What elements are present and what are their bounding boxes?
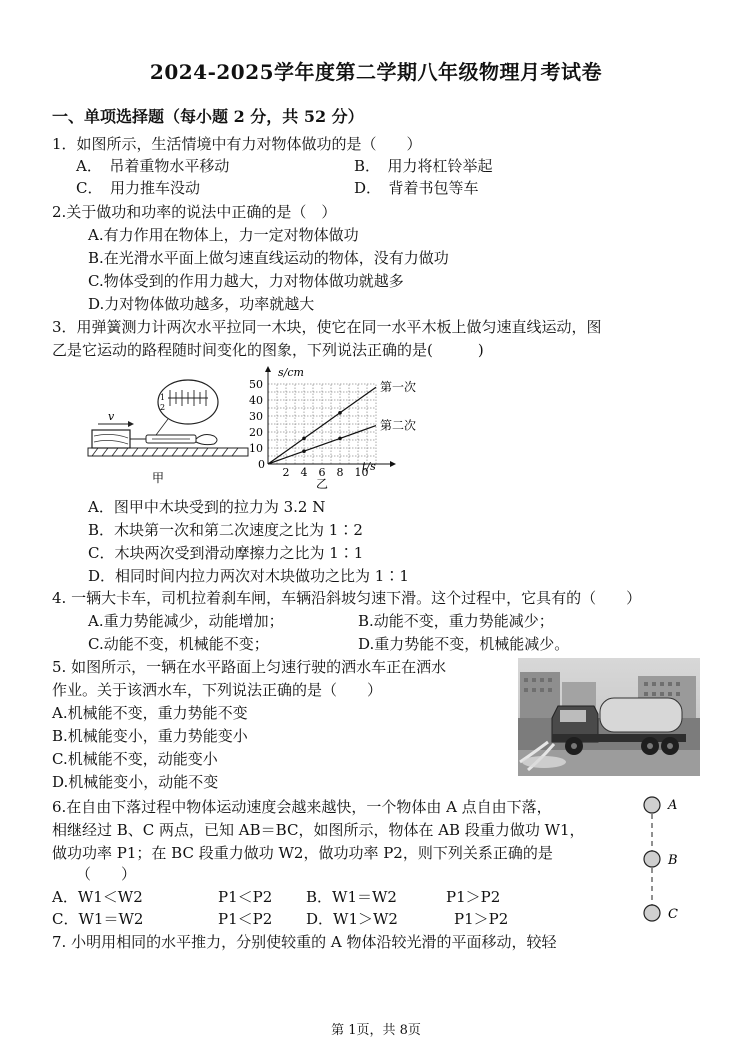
svg-text:1: 1: [160, 393, 166, 402]
chart-x-tick-label: 2: [282, 466, 290, 479]
q4-option-c: C.动能不变，机械能不变；: [88, 635, 269, 653]
point-c-ball: [644, 905, 660, 921]
q3-figure-jia: [86, 376, 256, 486]
q6-stem-line4: （ ）: [76, 865, 137, 883]
point-a-label: A: [668, 798, 678, 813]
q6-falling-points-figure: [638, 792, 698, 926]
sprinkler-truck-photo: [518, 658, 700, 776]
q4-option-d: D.重力势能不变，机械能减少。: [358, 635, 570, 653]
q6-option-c-p: P1＜P2: [218, 910, 273, 928]
chart-point: [338, 411, 342, 415]
point-b-ball: [644, 851, 660, 867]
chart-x-axis-arrow: [390, 461, 396, 467]
q5-stem-line2: 作业。关于该洒水车，下列说法正确的是（ ）: [52, 681, 383, 699]
q6-option-d-w: D．W1＞W2: [306, 910, 398, 928]
q3-option-d: D．相同时间内拉力两次对木块做功之比为 1∶1: [88, 567, 409, 585]
q6-stem-line3: 做功功率 P1；在 BC 段重力做功 W2，做功功率 P2，则下列关系正确的是: [52, 844, 553, 862]
page-footer: 第 1页，共 8页: [331, 1023, 421, 1038]
q3-figure-yi-chart: [244, 364, 434, 494]
q1-option-a: A． 吊着重物水平移动: [76, 157, 230, 175]
chart-point: [302, 449, 306, 453]
q3-option-a: A．图甲中木块受到的拉力为 3.2 N: [88, 498, 326, 516]
chart-y-tick-label: 30: [249, 410, 263, 423]
q5-stem-line1: 5. 如图所示，一辆在水平路面上匀速行驶的洒水车正在洒水: [52, 658, 447, 676]
page-title: 2024-2025学年度第二学期八年级物理月考试卷: [149, 60, 603, 84]
q4-option-b: B.动能不变，重力势能减少；: [358, 612, 554, 630]
q6-option-b-p: P1＞P2: [446, 888, 501, 906]
chart-x-tick-label: 4: [300, 466, 308, 479]
chart-origin-label: 0: [258, 458, 265, 471]
svg-text:2: 2: [160, 403, 166, 412]
q4-stem: 4. 一辆大卡车，司机拉着刹车闸，车辆沿斜坡匀速下滑。这个过程中，它具有的（ ）: [52, 589, 642, 607]
figure-yi-caption: 乙: [316, 477, 329, 491]
q2-option-a: A.有力作用在物体上，力一定对物体做功: [88, 226, 359, 244]
chart-point: [338, 437, 342, 441]
q1-option-c: C． 用力推车没动: [76, 179, 200, 197]
q6-stem-line2: 相继经过 B、C 两点，已知 AB＝BC，如图所示，物体在 AB 段重力做功 W1，: [52, 821, 585, 839]
chart-y-tick-label: 40: [249, 394, 263, 407]
chart-y-tick-label: 20: [249, 426, 263, 439]
q2-option-c: C.物体受到的作用力越大，力对物体做功就越多: [88, 272, 404, 290]
velocity-label: v: [108, 410, 115, 423]
chart-x-tick-label: 8: [336, 466, 344, 479]
chart-point: [302, 437, 306, 441]
section-heading: 一、单项选择题（每小题 2 分，共 52 分）: [52, 107, 364, 126]
chart-x-axis-label: t/s: [362, 460, 376, 473]
chart-y-axis-label: s/cm: [278, 366, 304, 379]
point-c-label: C: [668, 907, 678, 922]
q6-stem-line1: 6.在自由下落过程中物体运动速度会越来越快，一个物体由 A 点自由下落，: [52, 798, 552, 816]
q3-option-b: B．木块第一次和第二次速度之比为 1∶2: [88, 521, 363, 539]
chart-y-tick-label: 10: [249, 442, 263, 455]
chart-y-tick-label: 50: [249, 378, 263, 391]
q7-stem: 7. 小明用相同的水平推力，分别使较重的 A 物体沿较光滑的平面移动，较轻: [52, 933, 557, 951]
q2-option-d: D.力对物体做功越多，功率就越大: [88, 295, 315, 313]
q1-option-b: B． 用力将杠铃举起: [354, 157, 493, 175]
chart-x-tick-label: 6: [318, 466, 326, 479]
q5-option-b: B.机械能变小，重力势能变小: [52, 727, 248, 745]
q5-option-d: D.机械能变小，动能不变: [52, 773, 219, 791]
q3-stem-line2: 乙是它运动的路程随时间变化的图象，下列说法正确的是( ): [52, 341, 484, 359]
q1-stem: 1．如图所示，生活情境中有力对物体做功的是（ ）: [52, 135, 422, 153]
q6-option-b-w: B．W1＝W2: [306, 888, 397, 906]
chart-series-label-2: 第二次: [380, 418, 417, 433]
point-b-label: B: [668, 853, 678, 868]
chart-series-label-1: 第一次: [380, 380, 417, 395]
figure-jia-caption: 甲: [152, 471, 165, 485]
q5-option-a: A.机械能不变，重力势能不变: [52, 704, 248, 722]
q2-stem: 2.关于做功和功率的说法中正确的是（ ）: [52, 203, 337, 221]
q3-option-c: C．木块两次受到滑动摩擦力之比为 1∶1: [88, 544, 364, 562]
q4-option-a: A.重力势能减少，动能增加；: [88, 612, 284, 630]
q6-option-a-p: P1＜P2: [218, 888, 273, 906]
q6-option-c-w: C．W1＝W2: [52, 910, 144, 928]
chart-y-axis-arrow: [265, 366, 271, 372]
chart-x-tick-label: 10: [354, 466, 369, 479]
q2-option-b: B.在光滑水平面上做匀速直线运动的物体，没有力做功: [88, 249, 449, 267]
q6-option-a-w: A．W1＜W2: [52, 888, 143, 906]
chart-series-line-2: [268, 426, 376, 464]
q1-option-d: D． 背着书包等车: [354, 179, 479, 197]
q6-option-d-p: P1＞P2: [454, 910, 509, 928]
point-a-ball: [644, 797, 660, 813]
q3-stem-line1: 3．用弹簧测力计两次水平拉同一木块，使它在同一水平木板上做匀速直线运动，图: [52, 318, 602, 336]
chart-series-line-1: [268, 387, 376, 464]
q5-option-c: C.机械能不变，动能变小: [52, 750, 218, 768]
